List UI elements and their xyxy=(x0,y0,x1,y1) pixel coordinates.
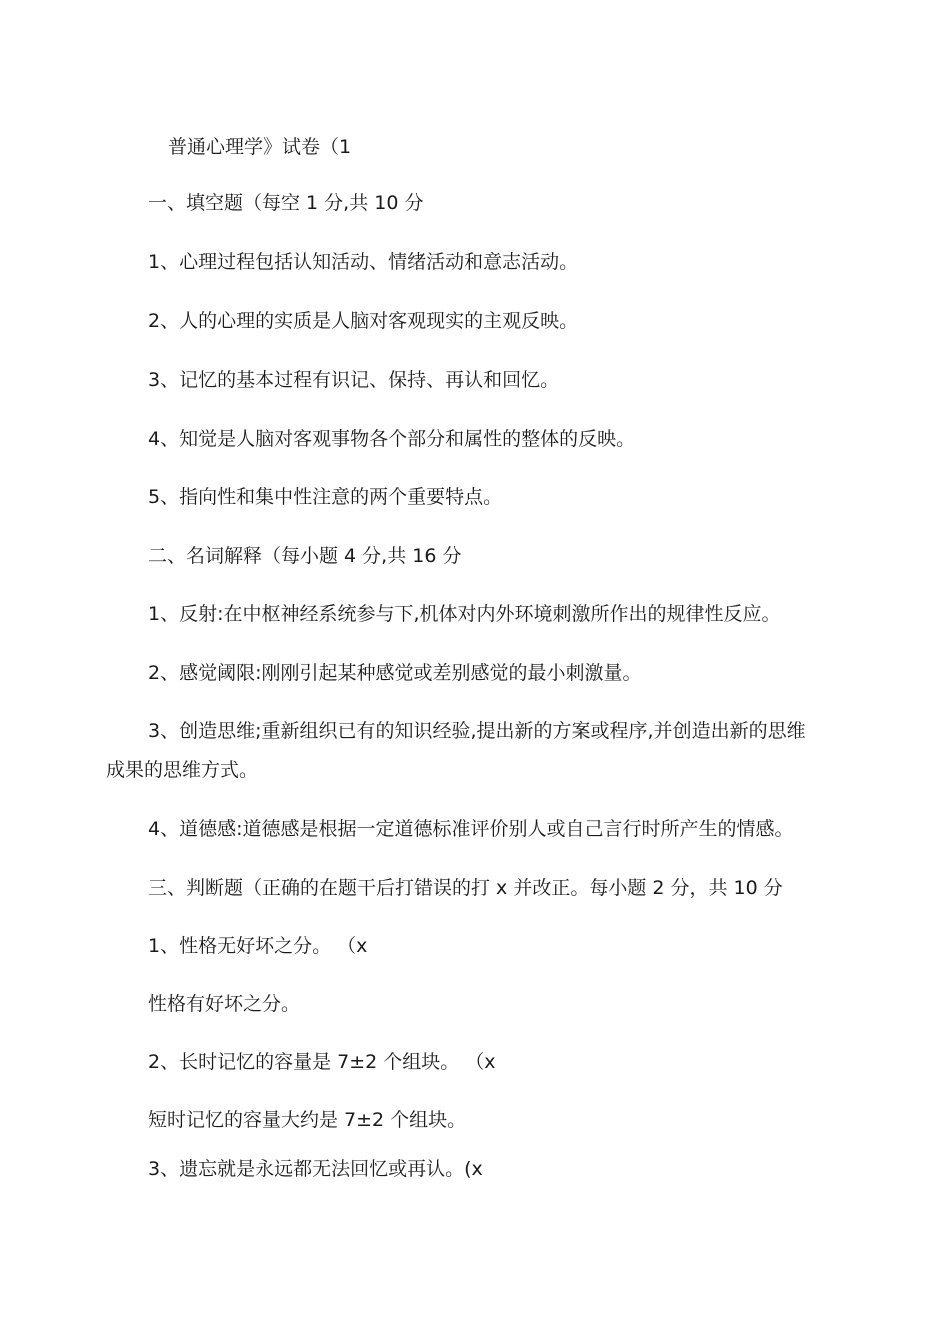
section-2-item-3-continued: 成果的思维方式。 xyxy=(106,759,259,781)
section-2-heading: 二、名词解释（每小题 4 分,共 16 分 xyxy=(148,545,462,567)
section-3-item-2: 2、长时记忆的容量是 7±2 个组块。 （x xyxy=(148,1051,496,1073)
section-2-item-4: 4、道德感:道德感是根据一定道德标准评价别人或自己言行时所产生的情感。 xyxy=(148,818,794,840)
section-3-heading: 三、判断题（正确的在题干后打错误的打 x 并改正。每小题 2 分，共 10 分 xyxy=(148,877,783,899)
section-3-item-3: 3、遗忘就是永远都无法回忆或再认。(x xyxy=(148,1158,483,1180)
section-1-item-5: 5、指向性和集中性注意的两个重要特点。 xyxy=(148,486,503,508)
section-1-item-4: 4、知觉是人脑对客观事物各个部分和属性的整体的反映。 xyxy=(148,428,636,450)
section-3-item-1-correction: 性格有好坏之分。 xyxy=(148,993,301,1015)
section-2-item-3: 3、创造思维;重新组织已有的知识经验,提出新的方案或程序,并创造出新的思维 xyxy=(148,720,806,742)
section-2-item-2: 2、感觉阈限:刚刚引起某种感觉或差别感觉的最小刺激量。 xyxy=(148,662,642,684)
section-1-item-2: 2、人的心理的实质是人脑对客观现实的主观反映。 xyxy=(148,310,579,332)
section-2-item-1: 1、反射:在中枢神经系统参与下,机体对内外环境刺激所作出的规律性反应。 xyxy=(148,603,781,625)
section-3-item-1: 1、性格无好坏之分。 （x xyxy=(148,935,368,957)
document-title: 普通心理学》试卷（1 xyxy=(168,136,352,158)
section-1-heading: 一、填空题（每空 1 分,共 10 分 xyxy=(148,192,424,214)
section-1-item-3: 3、记忆的基本过程有识记、保持、再认和回忆。 xyxy=(148,369,560,391)
section-1-item-1: 1、心理过程包括认知活动、情绪活动和意志活动。 xyxy=(148,251,579,273)
section-3-item-2-correction: 短时记忆的容量大约是 7±2 个组块。 xyxy=(148,1109,467,1131)
